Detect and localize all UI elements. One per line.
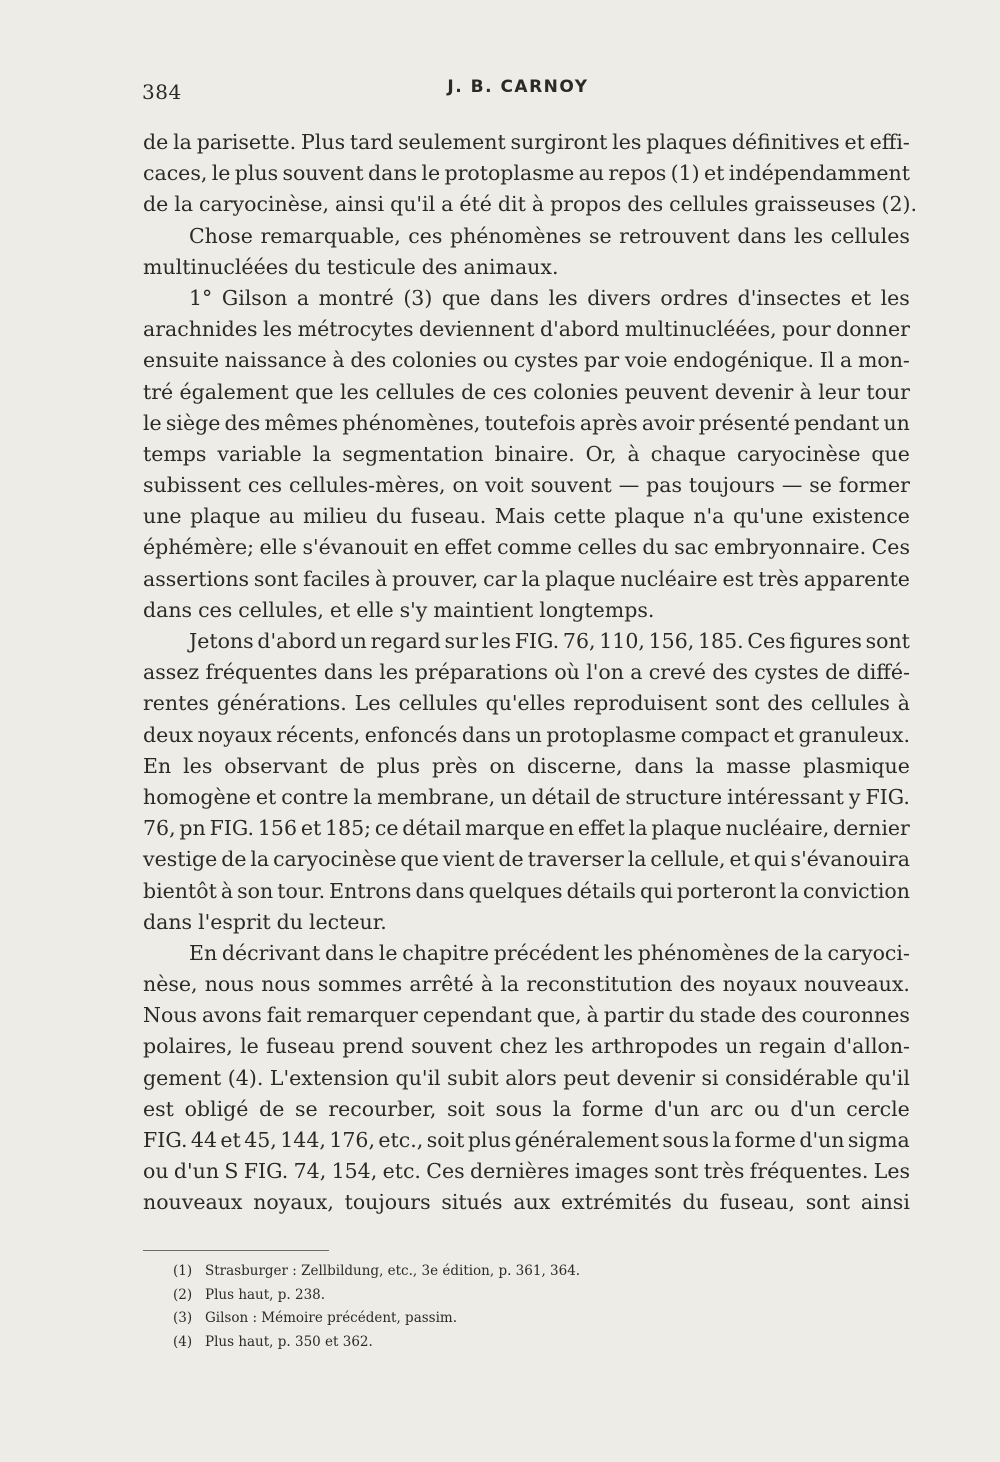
- text-line: éphémère; elle s'évanouit en effet comme celles du sac embryonnaire. Ces: [143, 535, 910, 560]
- text-line: polaires, le fuseau prend souvent chez les arthropodes un regain d'allon-: [143, 1034, 910, 1059]
- text-line: tré également que les cellules de ces colonies peuvent devenir à leur tour: [143, 379, 910, 404]
- text-line: assertions sont faciles à prouver, car la plaque nucléaire est très apparente: [143, 566, 910, 591]
- text-line: rentes générations. Les cellules qu'elles reproduisent sont des cellules à: [143, 691, 910, 716]
- running-head: J. B. CARNOY: [447, 77, 589, 97]
- text-line: Jetons d'abord un regard sur les FIG. 76, 110, 156, 185. Ces figures sont: [189, 629, 910, 653]
- text-line: FIG. 44 et 45, 144, 176, etc., soit plus généralement sous la forme d'un sigma: [143, 1128, 910, 1152]
- text-line: arachnides les métrocytes deviennent d'abord multinucléées, pour donner: [143, 317, 910, 342]
- text-line: le siège des mêmes phénomènes, toutefois après avoir présenté pendant un: [143, 410, 910, 435]
- footnote-number: (4): [173, 1333, 193, 1350]
- footnote-text: Gilson : Mémoire précédent, passim.: [205, 1310, 458, 1326]
- text-line: Nous avons fait remarquer cependant que, à partir du stade des couronnes: [143, 1003, 910, 1028]
- text-line: En décrivant dans le chapitre précédent les phénomènes de la caryoci-: [189, 940, 910, 965]
- footnotes: [173, 1260, 580, 1354]
- text-line: vestige de la caryocinèse que vient de traverser la cellule, et qui s'évanouira: [143, 847, 910, 872]
- text-line: est obligé de se recourber, soit sous la forme d'un arc ou d'un cercle: [143, 1096, 910, 1121]
- text-line: nèse, nous nous sommes arrêté à la reconstitution des noyaux nouveaux.: [143, 972, 910, 997]
- text-line: Chose remarquable, ces phénomènes se retrouvent dans les cellules: [189, 223, 910, 248]
- text-line: dans l'esprit du lecteur.: [143, 909, 387, 934]
- footnote-rule: [143, 1250, 329, 1251]
- text-line: subissent ces cellules-mères, on voit souvent — pas toujours — se former: [143, 473, 910, 498]
- text-line: deux noyaux récents, enfoncés dans un protoplasme compact et granuleux.: [143, 722, 910, 747]
- text-line: En les observant de plus près on discerne, dans la masse plasmique: [143, 753, 910, 778]
- text-line: de la caryocinèse, ainsi qu'il a été dit à propos des cellules graisseuses (2).: [143, 192, 918, 217]
- footnote-text: Plus haut, p. 238.: [205, 1286, 326, 1303]
- footnote-text: Strasburger : Zellbildung, etc., 3e édition, p. 361, 364.: [205, 1263, 581, 1279]
- footnote: [173, 1284, 580, 1308]
- text-line: temps variable la segmentation binaire. Or, à chaque caryocinèse que: [143, 441, 910, 466]
- page-number: 384: [142, 80, 182, 104]
- text-line: assez fréquentes dans les préparations où l'on a crevé des cystes de diffé-: [143, 660, 910, 685]
- text-line: homogène et contre la membrane, un détail de structure intéressant y FIG.: [143, 784, 910, 809]
- text-line: ou d'un S FIG. 74, 154, etc. Ces dernières images sont très fréquentes. Les: [143, 1159, 910, 1184]
- text-line: dans ces cellules, et elle s'y maintient longtemps.: [143, 597, 655, 622]
- body-text: [143, 127, 918, 1219]
- text-line: multinucléées du testicule des animaux.: [143, 254, 559, 279]
- text-line: une plaque au milieu du fuseau. Mais cette plaque n'a qu'une existence: [143, 504, 910, 529]
- footnote-text: Plus haut, p. 350 et 362.: [205, 1333, 373, 1350]
- footnote: [173, 1331, 580, 1355]
- text-line: bientôt à son tour. Entrons dans quelques détails qui porteront la conviction: [143, 878, 910, 903]
- text-line: nouveaux noyaux, toujours situés aux extrémités du fuseau, sont ainsi: [143, 1190, 910, 1215]
- text-line: de la parisette. Plus tard seulement surgiront les plaques définitives et effi-: [143, 130, 910, 154]
- footnote-number: (2): [173, 1286, 193, 1303]
- text-line: 76, pn FIG. 156 et 185; ce détail marque en effet la plaque nucléaire, dernier: [143, 816, 910, 841]
- footnote-number: (1): [173, 1263, 193, 1279]
- text-line: ensuite naissance à des colonies ou cystes par voie endogénique. Il a mon-: [143, 348, 910, 373]
- footnote: [173, 1260, 580, 1284]
- footnote: [173, 1307, 580, 1331]
- text-line: caces, le plus souvent dans le protoplasme au repos (1) et indépendamment: [143, 161, 910, 186]
- text-line: gement (4). L'extension qu'il subit alors peut devenir si considérable qu'il: [143, 1065, 910, 1090]
- footnote-number: (3): [173, 1310, 193, 1326]
- text-line: 1° Gilson a montré (3) que dans les divers ordres d'insectes et les: [189, 285, 910, 310]
